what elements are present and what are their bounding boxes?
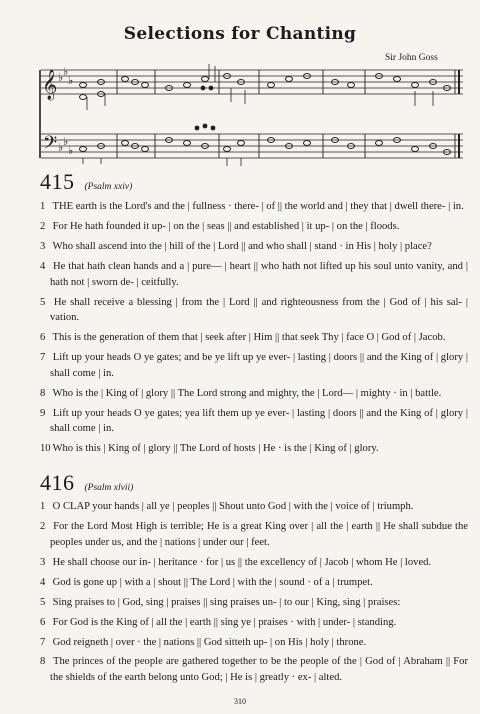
psalm-reference: (Psalm xxiv) <box>84 182 133 192</box>
psalm-reference: (Psalm xlvii) <box>84 483 134 493</box>
verse: 7 Lift up your heads O ye gates; and be ye lift up ye ever- | lasting | doors || and the King of | glory | shall come | in. <box>40 352 468 379</box>
verse: 10 Who is this | King of | glory || The Lord of hosts | He · is the | King of | glory. <box>40 443 379 455</box>
svg-text:♭: ♭ <box>68 74 74 87</box>
verse: 5 He shall receive a blessing | from the | Lord || and righteousness from the | God of | his sal- | vation. <box>40 296 468 324</box>
hymn-415-verses <box>40 199 468 461</box>
hymn-416-heading <box>40 470 133 496</box>
hymn-number: 416 <box>40 470 75 495</box>
treble-clef-icon: 𝄞 <box>42 70 58 100</box>
page-title: Selections for Chanting <box>123 24 357 44</box>
verse: 2 For He hath founded it up- | on the | seas || and established | it up- | on the | floods. <box>40 220 400 232</box>
barlines <box>117 70 459 158</box>
verse: 8 The princes of the people are gathered together to be the people of the | God of | Abraham || For the shields of the earth belong unto God; | He is | greatly · ex- | alted. <box>40 656 468 684</box>
verse: 8 Who is the | King of | glory || The Lord strong and mighty, the | Lord— | mighty · in | battle. <box>40 387 442 399</box>
svg-text:♭: ♭ <box>63 135 69 148</box>
page-number: 310 <box>234 697 246 706</box>
hymn-number: 415 <box>40 169 75 194</box>
svg-text:♭: ♭ <box>63 65 69 78</box>
verse: 6 For God is the King of | all the | earth || sing ye | praises · with | under- | standing. <box>40 616 397 628</box>
verse: 7 God reigneth | over · the | nations || God sitteth up- | on His | holy | throne. <box>40 636 367 648</box>
svg-text:♭: ♭ <box>58 71 64 84</box>
chant-music-score <box>35 62 469 166</box>
hymn-415-heading <box>40 169 132 195</box>
bass-clef-icon: 𝄢 <box>43 133 58 158</box>
verse: 9 Lift up your heads O ye gates; yea lift them up ye ever- | lasting | doors || and the King of | glory | shall come | in. <box>40 407 468 435</box>
treble-notes <box>80 74 451 100</box>
hymn-416-verses <box>40 499 468 690</box>
verse: 5 Sing praises to | God, sing | praises || sing praises un- | to our | King, sing | praises: <box>40 596 401 608</box>
dotted-notes <box>195 86 216 131</box>
composer-credit: Sir John Goss <box>385 53 438 63</box>
verse: 3 He shall choose our in- | heritance · for | us || the excellency of | Jacob | whom He | loved. <box>40 556 432 568</box>
verse: 3 Who shall ascend into the | hill of the | Lord || and who shall | stand · in His | holy | place? <box>40 240 432 252</box>
verse: 6 This is the generation of them that | seek after | Him || that seek Thy | face O | God of | Jacob. <box>40 332 446 344</box>
verse: 1 O CLAP your hands | all ye | peoples || Shout unto God | with the | voice of | triumph. <box>40 501 414 512</box>
verse: 2 For the Lord Most High is terrible; He is a great King over | all the | earth || He shall subdue the peoples under us, and the | nations | under our | feet. <box>40 520 468 548</box>
key-signature-flats <box>58 65 73 157</box>
svg-text:♭: ♭ <box>58 141 64 154</box>
verse: 4 He that hath clean hands and a | pure— | heart || who hath not lifted up his soul unto vanity, and | hath not | sworn de- | ceitfully. <box>40 260 468 288</box>
svg-text:♭: ♭ <box>68 144 74 157</box>
verse: 4 God is gone up | with a | shout || The Lord | with the | sound · of a | trumpet. <box>40 576 373 588</box>
verse: 1 THE earth is the Lord's and the | fullness · there- | of || the world and | they that | dwell there- | in. <box>40 201 464 212</box>
